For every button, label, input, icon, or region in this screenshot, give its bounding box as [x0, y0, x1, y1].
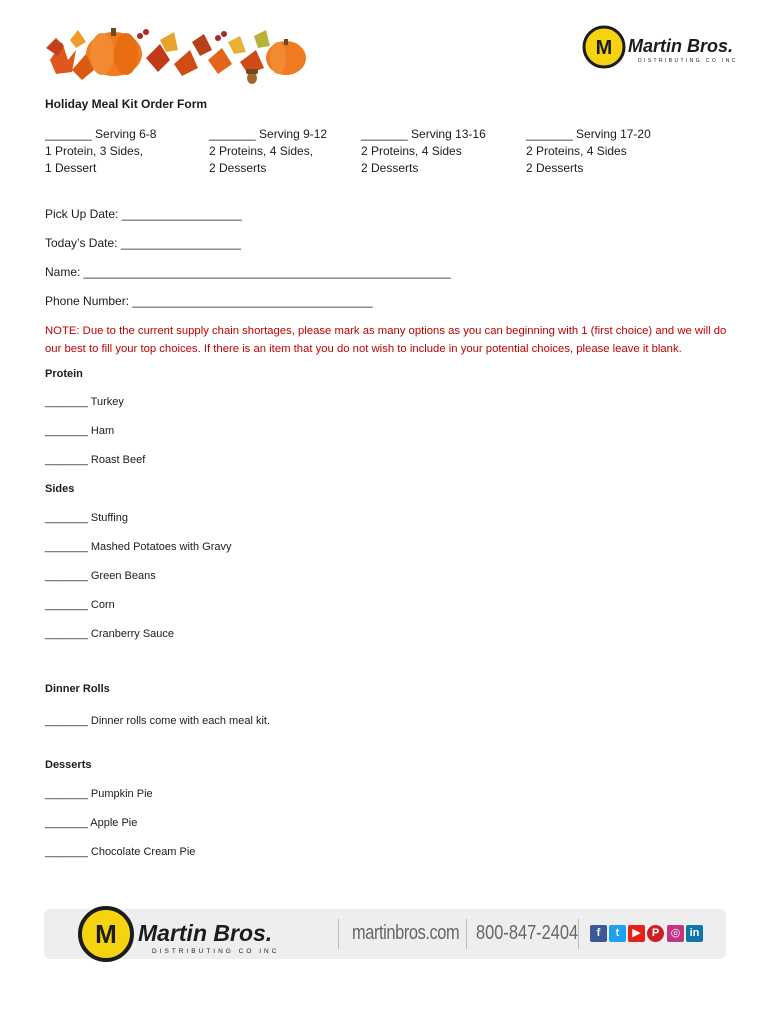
option-chocolate-cream-pie[interactable]: _______ Chocolate Cream Pie: [45, 846, 196, 858]
youtube-icon[interactable]: ▶: [628, 925, 645, 942]
option-pumpkin-pie[interactable]: _______ Pumpkin Pie: [45, 788, 153, 800]
option-ham[interactable]: _______ Ham: [45, 425, 115, 437]
martin-bros-logo: [582, 24, 744, 70]
serving-option-9-12: _______ Serving 9-12 2 Proteins, 4 Sides, 2 Desserts: [209, 127, 328, 175]
logo-subtitle: DISTRIBUTING CO INC: [638, 58, 738, 64]
footer-website-link[interactable]: martinbros.com: [352, 922, 460, 944]
supply-note: NOTE: Due to the current supply chain shortages, please mark as many options as you can beginning with 1 (first choice) and we will do our best to fill your top choices. If there is an item that you do not wish to include in your potential choices, please leave it blank.: [45, 325, 727, 355]
section-heading-dinner-rolls: Dinner Rolls: [45, 683, 110, 695]
pickup-date-field[interactable]: Pick Up Date: __________________: [45, 207, 242, 221]
footer-divider: [338, 919, 339, 949]
martin-bros-footer-logo: [76, 903, 296, 965]
todays-date-field[interactable]: Today’s Date: __________________: [45, 236, 241, 250]
option-roast-beef[interactable]: _______ Roast Beef: [45, 454, 146, 466]
option-mashed-potatoes[interactable]: _______ Mashed Potatoes with Gravy: [45, 541, 232, 553]
logo-wordmark: Martin Bros.: [628, 36, 734, 56]
option-corn[interactable]: _______ Corn: [45, 599, 115, 611]
option-turkey[interactable]: _______ Turkey: [45, 396, 124, 408]
svg-text:M: M: [595, 37, 613, 59]
serving-option-6-8: _______ Serving 6-8 1 Protein, 3 Sides, 1 Dessert: [45, 127, 157, 175]
section-heading-protein: Protein: [45, 368, 83, 380]
option-apple-pie[interactable]: _______ Apple Pie: [45, 817, 138, 829]
twitter-icon[interactable]: t: [609, 925, 626, 942]
section-heading-desserts: Desserts: [45, 759, 92, 771]
linkedin-icon[interactable]: in: [686, 925, 703, 942]
footer-phone-number: 800-847-2404: [476, 922, 579, 944]
footer-divider: [578, 919, 579, 949]
serving-option-13-16: _______ Serving 13-16 2 Proteins, 4 Sides 2 Desserts: [361, 127, 486, 175]
footer-logo-subtitle: DISTRIBUTING CO INC: [152, 948, 280, 955]
page-title: Holiday Meal Kit Order Form: [45, 97, 208, 111]
option-dinner-rolls[interactable]: _______ Dinner rolls come with each meal kit.: [45, 715, 271, 727]
facebook-icon[interactable]: f: [590, 925, 607, 942]
option-cranberry-sauce[interactable]: _______ Cranberry Sauce: [45, 628, 175, 640]
svg-text:M: M: [95, 919, 117, 949]
autumn-leaves-decoration: [42, 20, 310, 86]
instagram-icon[interactable]: ◎: [667, 925, 684, 942]
footer-divider: [466, 919, 467, 949]
serving-option-17-20: _______ Serving 17-20 2 Proteins, 4 Sides 2 Desserts: [526, 127, 651, 175]
name-field[interactable]: Name: _______________________________________________________: [45, 265, 451, 279]
pinterest-icon[interactable]: P: [647, 925, 664, 942]
option-stuffing[interactable]: _______ Stuffing: [45, 512, 128, 524]
section-heading-sides: Sides: [45, 483, 75, 495]
phone-number-field[interactable]: Phone Number: ____________________________________: [45, 294, 373, 308]
option-green-beans[interactable]: _______ Green Beans: [45, 570, 156, 582]
footer-logo-wordmark: Martin Bros.: [138, 920, 273, 946]
